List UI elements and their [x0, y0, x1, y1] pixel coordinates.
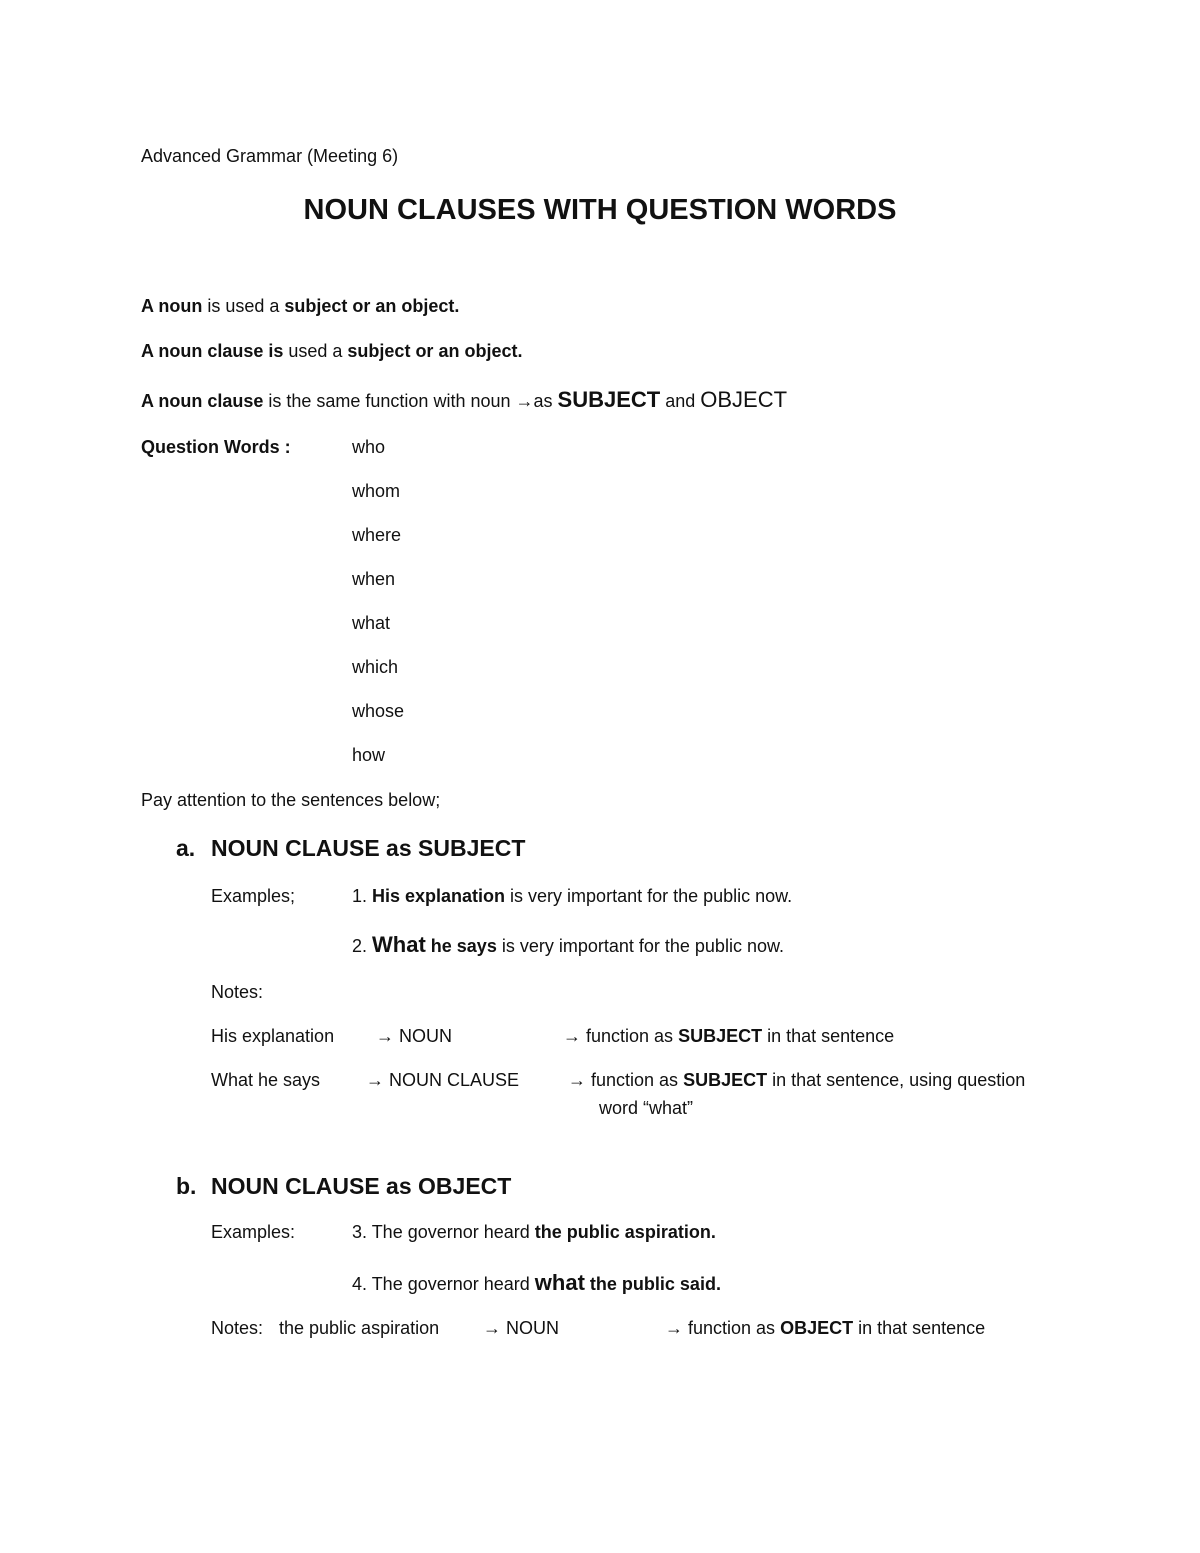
example-4-what: what	[534, 1270, 585, 1295]
note-a2-phrase: What he says	[211, 1070, 321, 1090]
section-b-notes-label: Notes:	[211, 1318, 264, 1338]
note-a2-function-bold: SUBJECT	[683, 1070, 768, 1090]
note-a2-continuation: word “what”	[599, 1098, 694, 1118]
note-b1-function-rest: in that sentence	[853, 1318, 986, 1338]
example-3	[352, 1222, 716, 1243]
document-header: Advanced Grammar (Meeting 6)	[141, 146, 399, 166]
section-a-examples-label: Examples;	[211, 886, 296, 906]
question-word: which	[352, 657, 399, 677]
question-word: how	[352, 745, 386, 765]
question-word: whom	[352, 481, 401, 501]
definition-noun-term: A noun	[141, 296, 203, 316]
question-word: where	[352, 525, 402, 545]
question-word: what	[352, 613, 391, 633]
function-statement	[141, 387, 787, 412]
section-b-marker: b.	[176, 1173, 197, 1199]
note-b1-function-text: → function as	[665, 1318, 781, 1338]
example-2-number: 2.	[352, 936, 373, 956]
definition-noun-text: is used a	[202, 296, 285, 316]
note-b1-phrase: the public aspiration	[279, 1318, 440, 1338]
note-a2-function-text: → function as	[568, 1070, 684, 1090]
example-2-bold: he says	[425, 936, 497, 956]
example-3-number: 3.	[352, 1222, 372, 1242]
definition-noun-clause	[141, 341, 522, 362]
note-a1-arrow: → NOUN	[376, 1026, 452, 1046]
example-1	[352, 886, 792, 907]
example-2	[352, 932, 784, 957]
example-1-number: 1.	[352, 886, 373, 906]
note-a1-function-bold: SUBJECT	[678, 1026, 763, 1046]
note-b1-function-bold: OBJECT	[780, 1318, 854, 1338]
example-4-number: 4.	[352, 1274, 372, 1294]
example-2-what: What	[372, 932, 426, 957]
note-a1-function-text: → function as	[563, 1026, 679, 1046]
question-words-label: Question Words :	[141, 437, 291, 457]
function-subject: SUBJECT	[557, 387, 661, 412]
note-a1-phrase: His explanation	[211, 1026, 335, 1046]
question-word: who	[352, 437, 386, 457]
question-word: whose	[352, 701, 405, 721]
definition-noun	[141, 296, 459, 317]
section-a-marker: a.	[176, 835, 196, 861]
example-4	[352, 1270, 721, 1295]
note-a2-function	[568, 1070, 1025, 1091]
example-3-plain: The governor heard	[371, 1222, 535, 1242]
note-a2-arrow: → NOUN CLAUSE	[366, 1070, 520, 1090]
definition-noun-tail: subject or an object.	[284, 296, 460, 316]
example-4-bold: the public said.	[584, 1274, 721, 1294]
function-text: is the same function with noun →as	[263, 391, 558, 411]
example-4-plain: The governor heard	[371, 1274, 535, 1294]
note-a2-function-rest: in that sentence, using question	[767, 1070, 1026, 1090]
example-1-bold: His explanation	[372, 886, 506, 906]
definition-clause-text: used a	[283, 341, 348, 361]
question-word: when	[352, 569, 396, 589]
note-a1-function-rest: in that sentence	[762, 1026, 895, 1046]
section-b-heading: NOUN CLAUSE as OBJECT	[211, 1173, 512, 1199]
example-3-bold: the public aspiration.	[534, 1222, 716, 1242]
definition-clause-tail: subject or an object.	[347, 341, 523, 361]
function-object: OBJECT	[700, 387, 788, 412]
example-1-rest: is very important for the public now.	[505, 886, 793, 906]
section-a-heading: NOUN CLAUSE as SUBJECT	[211, 835, 526, 861]
note-b1-arrow: → NOUN	[483, 1318, 559, 1338]
example-2-rest: is very important for the public now.	[496, 936, 784, 956]
function-term: A noun clause	[141, 391, 264, 411]
note-b1-function	[665, 1318, 985, 1339]
note-a1-function	[563, 1026, 894, 1047]
page-title: NOUN CLAUSES WITH QUESTION WORDS	[303, 194, 897, 226]
pay-attention-text: Pay attention to the sentences below;	[141, 790, 441, 810]
section-a-notes-label: Notes:	[211, 982, 264, 1002]
section-b-examples-label: Examples:	[211, 1222, 296, 1242]
definition-clause-term: A noun clause is	[141, 341, 284, 361]
function-and: and	[660, 391, 701, 411]
